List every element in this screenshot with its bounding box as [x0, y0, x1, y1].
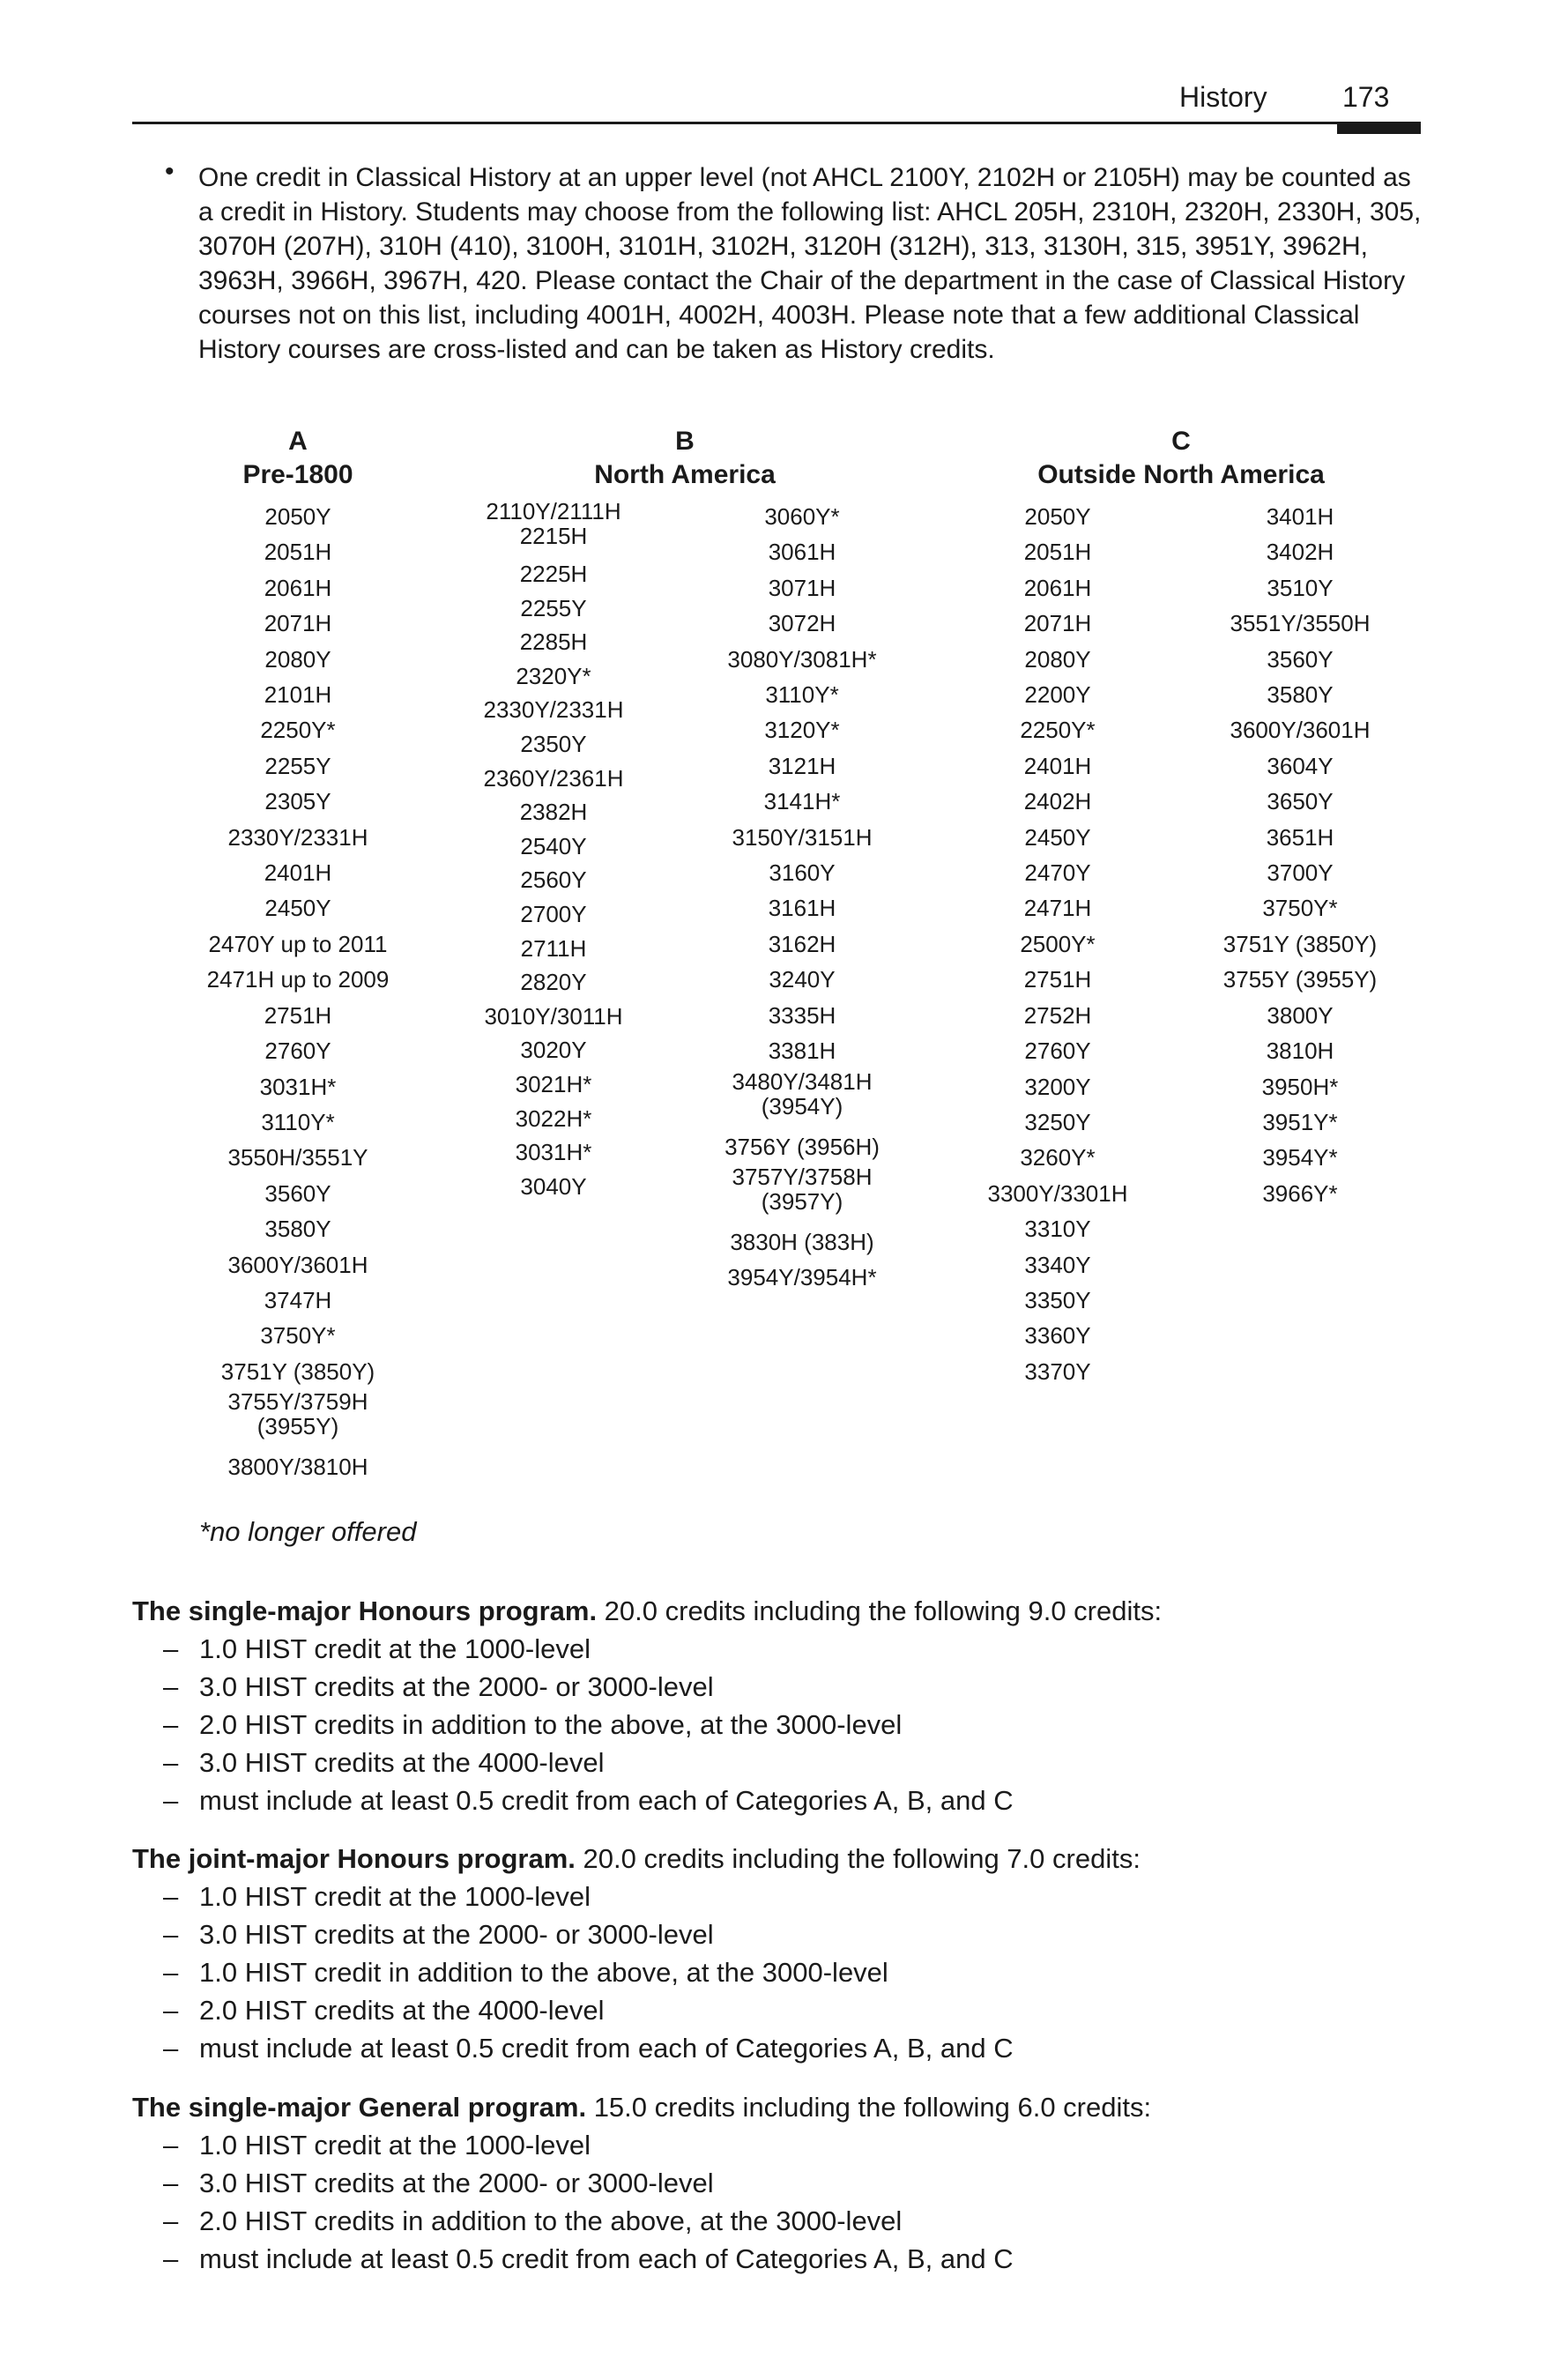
course-code: 2751H	[1023, 966, 1092, 993]
course-code: 2820Y	[520, 969, 587, 996]
course-code: 2500Y*	[1020, 930, 1096, 957]
course-code: 3800Y	[1267, 1001, 1334, 1029]
category-c-course-list-left	[961, 499, 1155, 1389]
header-tab-bar	[1337, 122, 1421, 134]
course-code: 3120Y*	[764, 717, 840, 744]
course-code: 2711H	[520, 934, 587, 962]
category-a-heading	[166, 425, 430, 492]
requirement-item	[132, 1878, 1419, 1915]
course-code: 2760Y	[264, 1038, 331, 1065]
course-code: 2401H	[264, 859, 332, 887]
course-code: 3751Y (3850Y)	[1222, 930, 1378, 957]
course-code: 2061H	[264, 574, 332, 601]
dash-marker: –	[163, 1995, 179, 2026]
requirement-item	[132, 1991, 1419, 2029]
course-code: 3954Y/3954H*	[727, 1264, 877, 1291]
requirement-item	[132, 1915, 1419, 1953]
course-code: 3830H (383H)	[730, 1228, 874, 1255]
course-code: 3310Y	[1024, 1216, 1091, 1243]
course-code: 3755Y (3955Y)	[1222, 966, 1378, 993]
program-summary: 20.0 credits including the following 7.0 credits:	[575, 1843, 1141, 1874]
course-code: 3160Y	[769, 859, 836, 887]
program-single-major-honours	[132, 1592, 1419, 1819]
course-code: 2382H	[519, 799, 588, 826]
dash-marker: –	[163, 1785, 179, 1816]
category-b-letter: B	[675, 427, 695, 456]
course-code: 3061H	[768, 539, 836, 566]
course-code: 3010Y/3011H	[484, 1002, 623, 1030]
dash-marker: –	[163, 1671, 179, 1702]
category-b-heading	[509, 425, 861, 492]
course-code: 2360Y/2361H	[483, 764, 624, 792]
course-code: 2751H	[264, 1001, 332, 1029]
program-single-major-general	[132, 2088, 1419, 2278]
course-code: 3200Y	[1024, 1073, 1091, 1100]
course-code: 2330Y/2331H	[483, 696, 624, 724]
course-code: 3810H	[1266, 1038, 1334, 1065]
category-c-heading	[987, 425, 1375, 492]
course-code: 3240Y	[769, 966, 836, 993]
course-code: 2752H	[1023, 1001, 1092, 1029]
course-code: 3600Y/3601H	[1230, 717, 1371, 744]
course-code: 2051H	[264, 539, 332, 566]
category-a-title: Pre-1800	[242, 460, 353, 489]
course-code: 3560Y	[264, 1179, 331, 1207]
classical-history-note: One credit in Classical History at an upper level (not AHCL 2100Y, 2102H or 2105H) may be counted as a credit in History. Students may choose from the following list: AHCL 205H, 2310H, 2320H, 2330H, 305, 3070H (207H), 310H (410), 3100H, 3101H, 3102H, 3120H (312H), 313, 3130H, 315, 3951Y, 3962H, 3963H, 3966H, 3967H, 420. Please contact the Chair of the department in the case of Classical History courses not on this list, including 4001H, 4002H, 4003H. Please note that a few additional Classical History courses are cross-listed and can be taken as History credits.	[198, 163, 1422, 364]
course-code: 2050Y	[264, 503, 331, 530]
course-code: 3300Y/3301H	[987, 1179, 1128, 1207]
course-code: 3020Y	[520, 1037, 587, 1064]
program-requirements	[132, 1630, 1419, 1819]
category-c-letter: C	[1171, 427, 1191, 456]
requirement-text: 2.0 HIST credits in addition to the above, at the 3000-level	[199, 2205, 903, 2236]
program-title: The single-major Honours program.	[132, 1595, 598, 1626]
course-code: 3560Y	[1267, 645, 1334, 673]
category-b-course-list-right	[687, 499, 917, 1296]
dash-marker: –	[163, 2130, 179, 2161]
requirement-item	[132, 2029, 1419, 2067]
course-code: 2250Y*	[260, 717, 336, 744]
course-code: 3951Y*	[1262, 1108, 1338, 1135]
header-rule	[132, 122, 1421, 124]
course-code: 3510Y	[1267, 574, 1334, 601]
requirement-item	[132, 1668, 1419, 1706]
requirement-text: 1.0 HIST credit in addition to the above, at the 3000-level	[199, 1957, 888, 1988]
dash-marker: –	[163, 2243, 179, 2274]
requirement-item	[132, 1744, 1419, 1781]
dash-marker: –	[163, 1957, 179, 1988]
running-header-section: History	[1179, 81, 1267, 113]
course-code: 3747H	[264, 1286, 332, 1313]
course-code: 3150Y/3151H	[732, 823, 873, 851]
course-code: 2080Y	[264, 645, 331, 673]
course-code: 2255Y	[520, 594, 587, 621]
course-code: 3401H	[1266, 503, 1334, 530]
requirement-item	[132, 1781, 1419, 1819]
requirement-item	[132, 2202, 1419, 2240]
category-c-course-list-right	[1199, 499, 1401, 1211]
course-code: 3022H*	[515, 1104, 592, 1132]
course-code: 3080Y/3081H*	[727, 645, 877, 673]
course-code: 2255Y	[264, 752, 331, 779]
course-code: 2401H	[1023, 752, 1092, 779]
program-title: The single-major General program.	[132, 2092, 587, 2123]
course-code: 3071H	[768, 574, 836, 601]
dash-marker: –	[163, 1747, 179, 1778]
course-code: 2305Y	[264, 788, 331, 815]
course-code: 3550H/3551Y	[227, 1144, 368, 1171]
course-code: 3250Y	[1024, 1108, 1091, 1135]
course-code: 2450Y	[264, 895, 331, 922]
course-code: 3031H*	[259, 1073, 337, 1100]
dash-marker: –	[163, 1881, 179, 1912]
requirement-text: 1.0 HIST credit at the 1000-level	[199, 1881, 591, 1912]
course-code: 2225H	[519, 561, 588, 587]
course-code: 2110Y/2111H 2215H	[486, 498, 621, 549]
course-code: 2071H	[264, 610, 332, 637]
requirement-text: 2.0 HIST credits at the 4000-level	[199, 1995, 605, 2026]
requirement-item	[132, 2240, 1419, 2278]
course-code: 3757Y/3758H (3957Y)	[732, 1163, 873, 1215]
course-code: 2471H	[1023, 895, 1092, 922]
dash-marker: –	[163, 2205, 179, 2236]
requirement-text: 3.0 HIST credits at the 4000-level	[199, 1747, 605, 1778]
course-code: 2250Y*	[1020, 717, 1096, 744]
requirement-text: must include at least 0.5 credit from each of Categories A, B, and C	[199, 2033, 1014, 2064]
requirement-item	[132, 2126, 1419, 2164]
course-code: 2200Y	[1024, 681, 1091, 709]
course-code: 2330Y/2331H	[227, 823, 368, 851]
course-code: 2080Y	[1024, 645, 1091, 673]
course-code: 3141H*	[763, 788, 841, 815]
course-code: 3651H	[1266, 823, 1334, 851]
requirement-text: 1.0 HIST credit at the 1000-level	[199, 2130, 591, 2161]
course-code: 2760Y	[1024, 1038, 1091, 1065]
dash-marker: –	[163, 2168, 179, 2198]
category-a-course-list	[166, 499, 430, 1485]
dash-marker: –	[163, 1633, 179, 1664]
requirement-item	[132, 2164, 1419, 2202]
course-code: 2402H	[1023, 788, 1092, 815]
bullet-marker: •	[165, 157, 175, 186]
course-code: 3110Y*	[261, 1108, 335, 1135]
course-code: 3800Y/3810H	[227, 1454, 368, 1481]
requirement-item	[132, 1706, 1419, 1744]
course-code: 2471H up to 2009	[206, 966, 390, 993]
dash-marker: –	[163, 1709, 179, 1740]
course-code: 3162H	[768, 930, 836, 957]
course-code: 3060Y*	[764, 503, 840, 530]
course-code: 3350Y	[1024, 1286, 1091, 1313]
course-code: 3756Y (3956H)	[724, 1133, 880, 1160]
requirement-text: 1.0 HIST credit at the 1000-level	[199, 1633, 591, 1664]
course-code: 3161H	[768, 895, 836, 922]
course-code: 3750Y*	[1262, 895, 1338, 922]
dash-marker: –	[163, 1919, 179, 1950]
course-code: 2350Y	[520, 730, 587, 757]
category-c-title: Outside North America	[1037, 460, 1325, 489]
course-code: 2071H	[1023, 610, 1092, 637]
course-code: 3335H	[768, 1001, 836, 1029]
requirement-text: 3.0 HIST credits at the 2000- or 3000-level	[199, 2168, 714, 2198]
course-code: 3110Y*	[765, 681, 839, 709]
course-code: 2450Y	[1024, 823, 1091, 851]
course-code: 3751Y (3850Y)	[220, 1357, 375, 1385]
course-code: 3950H*	[1261, 1073, 1339, 1100]
program-summary: 15.0 credits including the following 6.0 credits:	[586, 2092, 1152, 2123]
program-joint-major-honours	[132, 1840, 1419, 2067]
requirement-text: 3.0 HIST credits at the 2000- or 3000-level	[199, 1671, 714, 1702]
program-requirements	[132, 2126, 1419, 2278]
course-code: 2050Y	[1024, 503, 1091, 530]
course-code: 2285H	[519, 628, 588, 656]
category-b-course-list-left	[448, 499, 659, 1203]
program-requirements	[132, 1878, 1419, 2067]
course-code: 3580Y	[1267, 681, 1334, 709]
course-code: 3370Y	[1024, 1357, 1091, 1385]
course-code: 3381H	[768, 1038, 836, 1065]
course-code: 3040Y	[520, 1172, 587, 1200]
course-code: 3700Y	[1267, 859, 1334, 887]
course-code: 3031H*	[515, 1139, 592, 1166]
course-code: 2051H	[1023, 539, 1092, 566]
requirement-item	[132, 1630, 1419, 1668]
course-code: 3580Y	[264, 1216, 331, 1243]
course-code: 2061H	[1023, 574, 1092, 601]
program-summary: 20.0 credits including the following 9.0 credits:	[597, 1595, 1163, 1626]
course-code: 2320Y*	[516, 662, 591, 689]
course-code: 3604Y	[1267, 752, 1334, 779]
course-code: 3121H	[768, 752, 836, 779]
course-code: 3750Y*	[260, 1322, 336, 1350]
requirement-text: must include at least 0.5 credit from each of Categories A, B, and C	[199, 1785, 1014, 1816]
course-code: 2470Y up to 2011	[208, 930, 388, 957]
course-code: 3480Y/3481H (3954Y)	[732, 1067, 873, 1119]
course-code: 3260Y*	[1020, 1144, 1096, 1171]
course-code: 3600Y/3601H	[227, 1251, 368, 1278]
course-code: 3755Y/3759H (3955Y)	[227, 1388, 368, 1440]
course-code: 3402H	[1266, 539, 1334, 566]
course-code: 3966Y*	[1262, 1179, 1338, 1207]
course-code: 3340Y	[1024, 1251, 1091, 1278]
course-code: 2540Y	[520, 832, 587, 859]
category-b-title: North America	[594, 460, 776, 489]
course-code: 3954Y*	[1262, 1144, 1338, 1171]
course-code: 3021H*	[515, 1070, 592, 1097]
course-code: 2470Y	[1024, 859, 1091, 887]
course-code: 3551Y/3550H	[1230, 610, 1371, 637]
category-a-letter: A	[288, 427, 308, 456]
course-code: 2700Y	[520, 900, 587, 927]
requirement-item	[132, 1953, 1419, 1991]
page-number: 173	[1342, 81, 1390, 113]
requirement-text: must include at least 0.5 credit from each of Categories A, B, and C	[199, 2243, 1014, 2274]
course-code: 2560Y	[520, 866, 587, 894]
course-code: 3360Y	[1024, 1322, 1091, 1350]
course-code: 2101H	[264, 681, 332, 709]
course-code: 3650Y	[1267, 788, 1334, 815]
requirement-text: 3.0 HIST credits at the 2000- or 3000-level	[199, 1919, 714, 1950]
program-title: The joint-major Honours program.	[132, 1843, 576, 1874]
dash-marker: –	[163, 2033, 179, 2064]
footnote-no-longer-offered: *no longer offered	[199, 1516, 417, 1547]
requirement-text: 2.0 HIST credits in addition to the above, at the 3000-level	[199, 1709, 903, 1740]
course-code: 3072H	[768, 610, 836, 637]
